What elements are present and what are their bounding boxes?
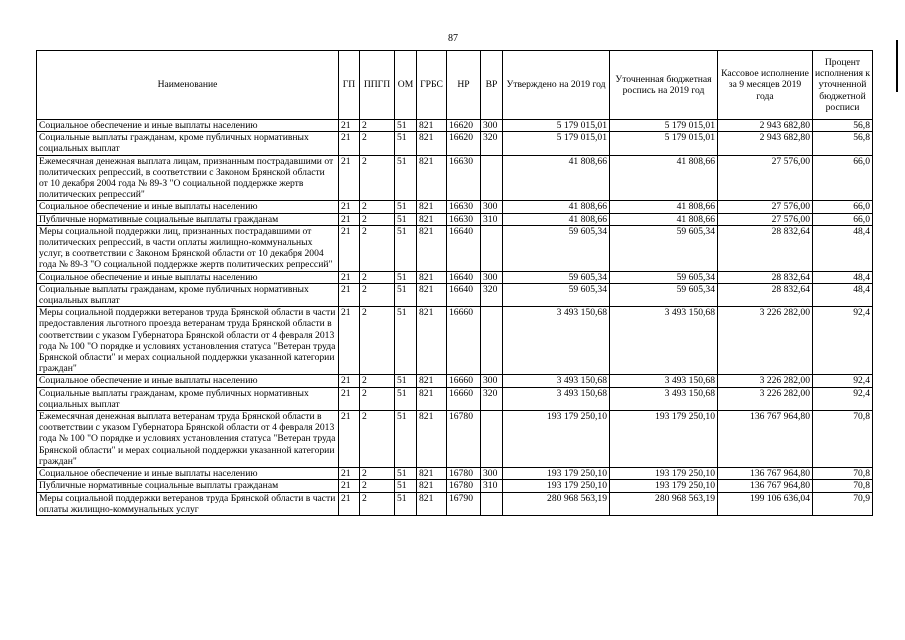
cell-cash: 2 943 682,80 <box>718 120 813 132</box>
cell-grbs: 821 <box>417 375 447 387</box>
cell-grbs: 821 <box>417 468 447 480</box>
cell-percent: 92,4 <box>813 307 873 375</box>
cell-name: Меры социальной поддержки ветеранов труда Брянской области в части оплаты жилищно-коммунальных услуг <box>37 492 339 515</box>
cell-vr: 310 <box>481 213 503 225</box>
cell-om: 51 <box>395 375 417 387</box>
cell-nr: 16630 <box>447 155 481 201</box>
cell-percent: 56,8 <box>813 120 873 132</box>
col-header-ppgp: ППГП <box>360 51 395 120</box>
cell-ppgp: 2 <box>360 225 395 271</box>
col-header-vr: ВР <box>481 51 503 120</box>
cell-gp: 21 <box>339 155 360 201</box>
cell-ppgp: 2 <box>360 283 395 306</box>
cell-nr: 16640 <box>447 271 481 283</box>
cell-grbs: 821 <box>417 480 447 492</box>
cell-name: Меры социальной поддержки лиц, признанных пострадавшими от политических репрессий, в части оплаты жилищно-коммунальных услуг, в соответствии с Законом Брянской области от 10 декабря 2004 года № 89-З "О социальной поддержке жертв политических репрессий" <box>37 225 339 271</box>
cell-cash: 27 576,00 <box>718 213 813 225</box>
cell-vr: 300 <box>481 271 503 283</box>
cell-grbs: 821 <box>417 387 447 410</box>
table-row <box>37 213 873 225</box>
cell-om: 51 <box>395 213 417 225</box>
page-number: 87 <box>448 33 458 44</box>
cell-nr: 16660 <box>447 387 481 410</box>
cell-name: Ежемесячная денежная выплата ветеранам труда Брянской области в соответствии с указом Губернатора Брянской области от 4 февраля 2013 года № 100 "О порядке и условиях установления статуса "Ветеран труда Брянской области" и мерах социальной поддержки указанной категории граждан" <box>37 411 339 468</box>
cell-grbs: 821 <box>417 120 447 132</box>
cell-percent: 66,0 <box>813 213 873 225</box>
cell-name: Социальное обеспечение и иные выплаты населению <box>37 468 339 480</box>
cell-grbs: 821 <box>417 492 447 515</box>
cell-ppgp: 2 <box>360 411 395 468</box>
cell-cash: 3 226 282,00 <box>718 375 813 387</box>
cell-cash: 3 226 282,00 <box>718 307 813 375</box>
table-row <box>37 492 873 515</box>
cell-vr <box>481 307 503 375</box>
cell-nr: 16620 <box>447 120 481 132</box>
cell-gp: 21 <box>339 283 360 306</box>
table-row <box>37 283 873 306</box>
cell-revised: 59 605,34 <box>610 283 718 306</box>
cell-percent: 48,4 <box>813 271 873 283</box>
cell-ppgp: 2 <box>360 120 395 132</box>
cell-om: 51 <box>395 201 417 213</box>
cell-vr: 310 <box>481 480 503 492</box>
cell-approved: 3 493 150,68 <box>503 375 610 387</box>
cell-grbs: 821 <box>417 155 447 201</box>
col-header-percent: Процент исполнения к уточненной бюджетной росписи <box>813 51 873 120</box>
col-header-gp: ГП <box>339 51 360 120</box>
cell-revised: 3 493 150,68 <box>610 307 718 375</box>
cell-approved: 3 493 150,68 <box>503 307 610 375</box>
cell-revised: 41 808,66 <box>610 155 718 201</box>
cell-ppgp: 2 <box>360 307 395 375</box>
cell-gp: 21 <box>339 375 360 387</box>
cell-revised: 59 605,34 <box>610 271 718 283</box>
cell-cash: 28 832,64 <box>718 225 813 271</box>
col-header-grbs: ГРБС <box>417 51 447 120</box>
cell-om: 51 <box>395 155 417 201</box>
cell-name: Социальное обеспечение и иные выплаты населению <box>37 201 339 213</box>
table-row <box>37 120 873 132</box>
cell-approved: 59 605,34 <box>503 271 610 283</box>
col-header-om: ОМ <box>395 51 417 120</box>
table-row <box>37 155 873 201</box>
cell-name: Социальное обеспечение и иные выплаты населению <box>37 120 339 132</box>
cell-om: 51 <box>395 283 417 306</box>
cell-nr: 16660 <box>447 307 481 375</box>
col-header-name: Наименование <box>37 51 339 120</box>
cell-gp: 21 <box>339 201 360 213</box>
cell-cash: 28 832,64 <box>718 271 813 283</box>
cell-revised: 3 493 150,68 <box>610 375 718 387</box>
table-row <box>37 307 873 375</box>
cell-vr: 320 <box>481 387 503 410</box>
cell-approved: 41 808,66 <box>503 155 610 201</box>
cell-ppgp: 2 <box>360 201 395 213</box>
cell-cash: 27 576,00 <box>718 155 813 201</box>
cell-nr: 16640 <box>447 283 481 306</box>
table-row <box>37 225 873 271</box>
cell-cash: 2 943 682,80 <box>718 132 813 155</box>
cell-vr: 300 <box>481 120 503 132</box>
budget-table <box>36 50 873 516</box>
cell-gp: 21 <box>339 387 360 410</box>
cell-approved: 59 605,34 <box>503 225 610 271</box>
cell-revised: 41 808,66 <box>610 213 718 225</box>
cell-ppgp: 2 <box>360 213 395 225</box>
table-row <box>37 201 873 213</box>
cell-nr: 16780 <box>447 480 481 492</box>
cell-ppgp: 2 <box>360 492 395 515</box>
cell-approved: 193 179 250,10 <box>503 411 610 468</box>
cell-om: 51 <box>395 307 417 375</box>
col-header-cash: Кассовое исполнение за 9 месяцев 2019 года <box>718 51 813 120</box>
cell-grbs: 821 <box>417 411 447 468</box>
cell-om: 51 <box>395 468 417 480</box>
cell-om: 51 <box>395 411 417 468</box>
cell-name: Социальные выплаты гражданам, кроме публичных нормативных социальных выплат <box>37 387 339 410</box>
cell-nr: 16780 <box>447 468 481 480</box>
table-row <box>37 480 873 492</box>
table-row <box>37 271 873 283</box>
cell-cash: 28 832,64 <box>718 283 813 306</box>
cell-nr: 16640 <box>447 225 481 271</box>
cell-om: 51 <box>395 271 417 283</box>
cell-approved: 41 808,66 <box>503 213 610 225</box>
cell-om: 51 <box>395 225 417 271</box>
cell-percent: 66,0 <box>813 201 873 213</box>
cell-ppgp: 2 <box>360 375 395 387</box>
cell-ppgp: 2 <box>360 480 395 492</box>
table-body <box>37 120 873 516</box>
cell-approved: 193 179 250,10 <box>503 468 610 480</box>
cell-gp: 21 <box>339 480 360 492</box>
cell-name: Меры социальной поддержки ветеранов труда Брянской области в части предоставления льготного проезда ветеранам труда Брянской области в соответствии с указом Губернатора Брянской области от 4 февраля 2013 года № 100 "О порядке и условиях установления статуса "Ветеран труда Брянской области" и мерах социальной поддержки указанной категории граждан" <box>37 307 339 375</box>
cell-cash: 199 106 636,04 <box>718 492 813 515</box>
cell-revised: 3 493 150,68 <box>610 387 718 410</box>
cell-om: 51 <box>395 387 417 410</box>
cell-approved: 193 179 250,10 <box>503 480 610 492</box>
cell-vr: 300 <box>481 375 503 387</box>
cell-om: 51 <box>395 480 417 492</box>
cell-vr <box>481 155 503 201</box>
cell-cash: 3 226 282,00 <box>718 387 813 410</box>
cell-gp: 21 <box>339 132 360 155</box>
cell-revised: 193 179 250,10 <box>610 411 718 468</box>
cell-grbs: 821 <box>417 283 447 306</box>
cell-ppgp: 2 <box>360 155 395 201</box>
cell-revised: 41 808,66 <box>610 201 718 213</box>
cell-approved: 3 493 150,68 <box>503 387 610 410</box>
cell-gp: 21 <box>339 120 360 132</box>
cell-percent: 70,8 <box>813 468 873 480</box>
cell-gp: 21 <box>339 492 360 515</box>
cell-percent: 92,4 <box>813 387 873 410</box>
cell-grbs: 821 <box>417 201 447 213</box>
cell-vr: 300 <box>481 468 503 480</box>
cell-revised: 59 605,34 <box>610 225 718 271</box>
cell-revised: 193 179 250,10 <box>610 468 718 480</box>
cell-vr: 320 <box>481 132 503 155</box>
cell-nr: 16630 <box>447 201 481 213</box>
cell-nr: 16660 <box>447 375 481 387</box>
cell-vr <box>481 225 503 271</box>
table-row <box>37 132 873 155</box>
cell-ppgp: 2 <box>360 132 395 155</box>
cell-gp: 21 <box>339 468 360 480</box>
cell-approved: 5 179 015,01 <box>503 132 610 155</box>
cell-revised: 193 179 250,10 <box>610 480 718 492</box>
cell-name: Социальные выплаты гражданам, кроме публичных нормативных социальных выплат <box>37 132 339 155</box>
table-header-row <box>37 51 873 120</box>
cell-name: Публичные нормативные социальные выплаты гражданам <box>37 213 339 225</box>
table-row <box>37 411 873 468</box>
cell-percent: 48,4 <box>813 283 873 306</box>
cell-nr: 16780 <box>447 411 481 468</box>
cell-percent: 92,4 <box>813 375 873 387</box>
cell-om: 51 <box>395 132 417 155</box>
page-edge-mark <box>896 40 898 92</box>
cell-grbs: 821 <box>417 307 447 375</box>
cell-gp: 21 <box>339 271 360 283</box>
cell-percent: 70,8 <box>813 480 873 492</box>
cell-name: Социальное обеспечение и иные выплаты населению <box>37 271 339 283</box>
cell-approved: 280 968 563,19 <box>503 492 610 515</box>
table-row <box>37 468 873 480</box>
table-row <box>37 375 873 387</box>
cell-name: Социальные выплаты гражданам, кроме публичных нормативных социальных выплат <box>37 283 339 306</box>
cell-percent: 70,8 <box>813 411 873 468</box>
cell-nr: 16630 <box>447 213 481 225</box>
cell-name: Публичные нормативные социальные выплаты гражданам <box>37 480 339 492</box>
cell-approved: 59 605,34 <box>503 283 610 306</box>
cell-grbs: 821 <box>417 132 447 155</box>
cell-grbs: 821 <box>417 271 447 283</box>
col-header-approved: Утверждено на 2019 год <box>503 51 610 120</box>
cell-approved: 5 179 015,01 <box>503 120 610 132</box>
cell-grbs: 821 <box>417 213 447 225</box>
cell-cash: 136 767 964,80 <box>718 468 813 480</box>
col-header-nr: НР <box>447 51 481 120</box>
cell-revised: 5 179 015,01 <box>610 120 718 132</box>
cell-revised: 5 179 015,01 <box>610 132 718 155</box>
cell-percent: 70,9 <box>813 492 873 515</box>
cell-ppgp: 2 <box>360 271 395 283</box>
cell-vr: 320 <box>481 283 503 306</box>
cell-nr: 16620 <box>447 132 481 155</box>
cell-name: Ежемесячная денежная выплата лицам, признанным пострадавшими от политических репрессий, в соответствии с Законом Брянской области от 10 декабря 2004 года № 89-З "О социальной поддержке жертв политических репрессий" <box>37 155 339 201</box>
cell-grbs: 821 <box>417 225 447 271</box>
cell-name: Социальное обеспечение и иные выплаты населению <box>37 375 339 387</box>
table-row <box>37 387 873 410</box>
cell-gp: 21 <box>339 225 360 271</box>
cell-om: 51 <box>395 120 417 132</box>
cell-percent: 56,8 <box>813 132 873 155</box>
cell-revised: 280 968 563,19 <box>610 492 718 515</box>
cell-percent: 66,0 <box>813 155 873 201</box>
cell-vr <box>481 411 503 468</box>
cell-approved: 41 808,66 <box>503 201 610 213</box>
cell-gp: 21 <box>339 213 360 225</box>
cell-ppgp: 2 <box>360 387 395 410</box>
cell-gp: 21 <box>339 411 360 468</box>
cell-nr: 16790 <box>447 492 481 515</box>
cell-vr <box>481 492 503 515</box>
cell-ppgp: 2 <box>360 468 395 480</box>
cell-cash: 27 576,00 <box>718 201 813 213</box>
col-header-revised: Уточненная бюджетная роспись на 2019 год <box>610 51 718 120</box>
cell-om: 51 <box>395 492 417 515</box>
cell-cash: 136 767 964,80 <box>718 480 813 492</box>
cell-vr: 300 <box>481 201 503 213</box>
cell-percent: 48,4 <box>813 225 873 271</box>
cell-gp: 21 <box>339 307 360 375</box>
cell-cash: 136 767 964,80 <box>718 411 813 468</box>
